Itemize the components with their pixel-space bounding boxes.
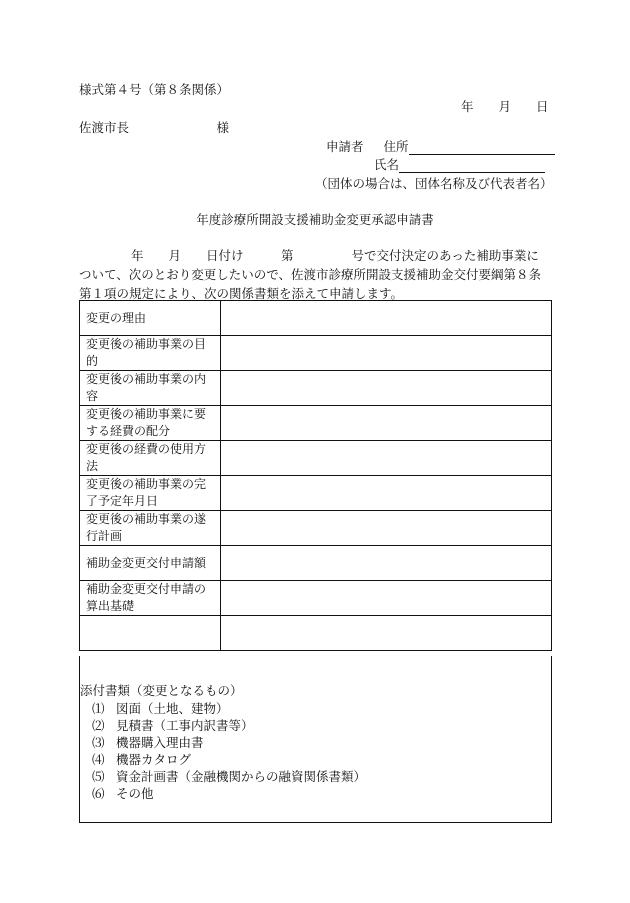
- row-label: 変更後の補助事業の目的: [80, 336, 221, 371]
- row-entry-field[interactable]: [221, 301, 552, 336]
- table-row: [80, 441, 552, 476]
- name-line: [399, 159, 545, 173]
- attachment-number: ⑹: [92, 786, 105, 801]
- applicant-address-row: [326, 139, 555, 155]
- attachment-text: 図面（土地、建物）: [116, 701, 229, 716]
- group-note: （団体の場合は、団体名称及び代表者名）: [315, 176, 553, 191]
- row-entry-field[interactable]: [221, 476, 552, 511]
- table-row: [80, 581, 552, 616]
- application-statement: [79, 246, 551, 303]
- row-label: 補助金変更交付申請額: [80, 546, 221, 581]
- row-label: 変更後の補助事業の内容: [80, 371, 221, 406]
- date-line: 年 月 日: [461, 99, 549, 114]
- row-label: [80, 616, 221, 651]
- attachment-number: ⑵: [92, 718, 105, 733]
- document-title: 年度診療所開設支援補助金変更承認申請書: [196, 212, 434, 227]
- row-entry-field[interactable]: [221, 616, 552, 651]
- attachment-number: ⑷: [92, 752, 105, 767]
- attachment-item: [92, 734, 366, 751]
- attachment-item: [92, 785, 366, 802]
- attachment-item: [92, 700, 366, 717]
- addressee: 佐渡市長 様: [79, 120, 230, 135]
- table-row: [80, 406, 552, 441]
- row-entry-field[interactable]: [221, 581, 552, 616]
- table-row: [80, 336, 552, 371]
- statement-date-part: 年 月 日付け 第: [131, 248, 294, 263]
- applicant-name-row: [374, 157, 545, 173]
- attachment-item: [92, 768, 366, 785]
- row-entry-field[interactable]: [221, 371, 552, 406]
- row-label: 変更後の補助事業の完了予定年月日: [80, 476, 221, 511]
- address-line: [409, 141, 555, 155]
- table-row: [80, 511, 552, 546]
- attachment-number: ⑶: [92, 735, 105, 750]
- attachment-text: 見積書（工事内訳書等）: [116, 718, 254, 733]
- attachment-item: [92, 717, 366, 734]
- name-label: 氏名: [374, 157, 400, 172]
- change-items-table: [79, 300, 552, 651]
- row-label: 変更後の経費の使用方法: [80, 441, 221, 476]
- attachments-box: [79, 656, 552, 823]
- address-label: 住所: [383, 139, 409, 154]
- attachment-number: ⑸: [92, 769, 105, 784]
- row-label: 変更後の補助事業に要する経費の配分: [80, 406, 221, 441]
- attachment-item: [92, 751, 366, 768]
- attachment-text: その他: [116, 786, 154, 801]
- table-row: [80, 371, 552, 406]
- table-row: [80, 476, 552, 511]
- table-row: [80, 301, 552, 336]
- attachments-title: 添付書類（変更となるもの）: [80, 683, 243, 698]
- table-row: [80, 546, 552, 581]
- row-label: 変更後の補助事業の遂行計画: [80, 511, 221, 546]
- row-entry-field[interactable]: [221, 406, 552, 441]
- row-entry-field[interactable]: [221, 546, 552, 581]
- row-entry-field[interactable]: [221, 336, 552, 371]
- row-entry-field[interactable]: [221, 511, 552, 546]
- applicant-label: 申請者: [326, 139, 364, 154]
- statement-part-2: 号で交付決定のあった補助事業に: [351, 248, 539, 263]
- form-number: 様式第４号（第８条関係）: [79, 82, 230, 97]
- attachment-text: 資金計画書（金融機関からの融資関係書類）: [116, 769, 367, 784]
- statement-rest: ついて、次のとおり変更したいので、佐渡市診療所開設支援補助金交付要綱第８条第１項の規定により、次の関係書類を添えて申請します。: [79, 267, 542, 301]
- row-label: 補助金変更交付申請の算出基礎: [80, 581, 221, 616]
- attachment-number: ⑴: [92, 701, 105, 716]
- attachments-list: [92, 700, 366, 802]
- table-row: [80, 616, 552, 651]
- attachment-text: 機器カタログ: [116, 752, 192, 767]
- attachment-text: 機器購入理由書: [116, 735, 204, 750]
- row-label: 変更の理由: [80, 301, 221, 336]
- row-entry-field[interactable]: [221, 441, 552, 476]
